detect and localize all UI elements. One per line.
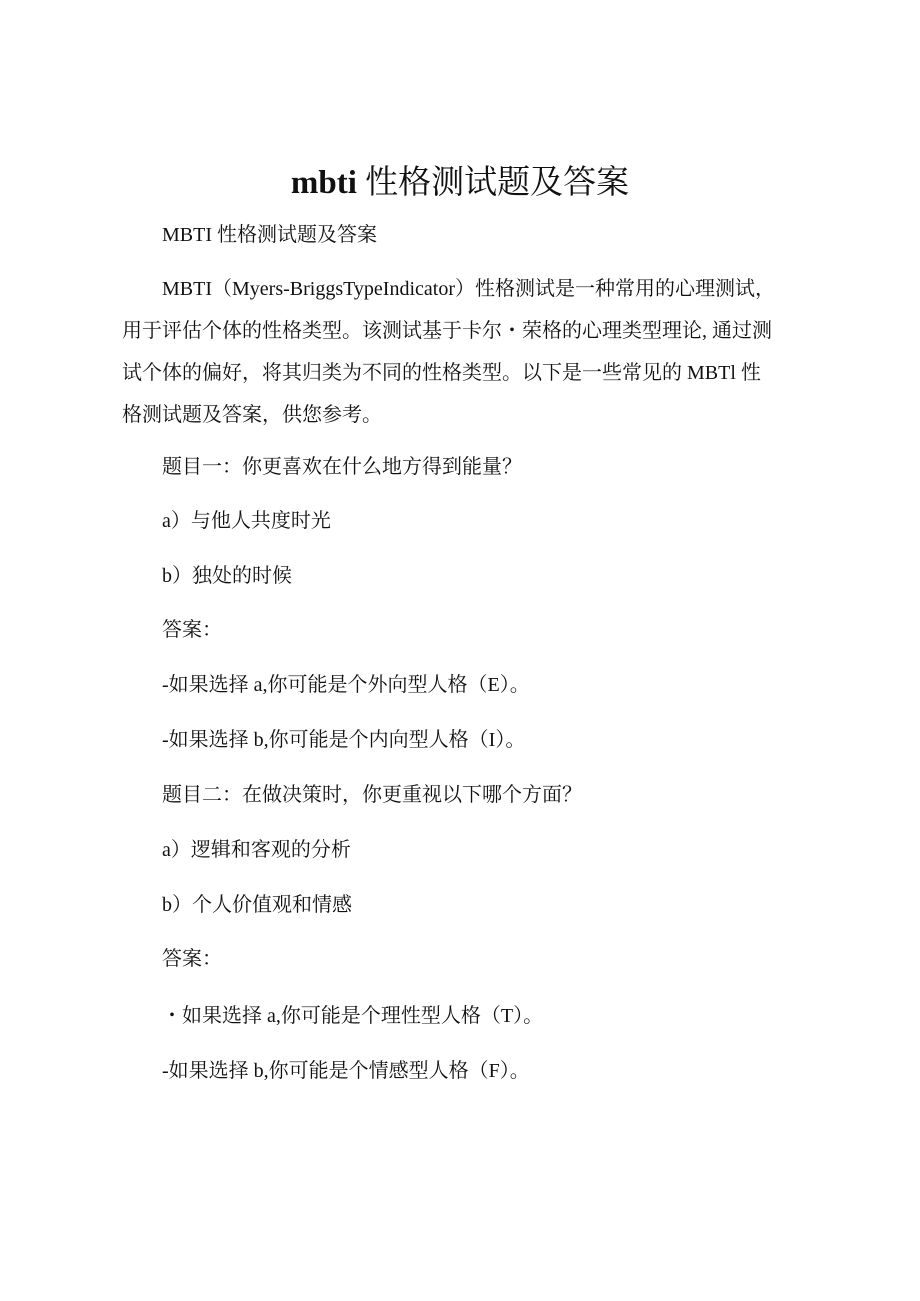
intro-line: 格测试题及答案，供您参考。 [122,404,382,426]
question-1: 题目一：你更喜欢在什么地方得到能量？ [162,456,522,478]
question-2-answer-a: ・如果选择 a,你可能是个理性型人格（T）。 [162,1005,544,1027]
question-2-option-b: b）个人价值观和情感 [162,894,352,916]
question-2: 题目二：在做决策时，你更重视以下哪个方面？ [162,784,582,806]
title-cjk: 性格测试题及答案 [365,165,630,201]
intro-line: 用于评估个体的性格类型。该测试基于卡尔・荣格的心理类型理论, 通过测 [122,320,772,342]
question-1-answer-b: -如果选择 b,你可能是个内向型人格（I）。 [162,729,526,751]
question-1-answer-a: -如果选择 a,你可能是个外向型人格（E）。 [162,674,530,696]
question-2-answer-b: -如果选择 b,你可能是个情感型人格（F）。 [162,1060,530,1082]
question-2-option-a: a）逻辑和客观的分析 [162,839,351,861]
intro-line: MBTI（Myers-BriggsTypeIndicator）性格测试是一种常用的心理测试， [162,278,775,300]
subtitle: MBTI 性格测试题及答案 [162,224,377,246]
question-1-option-b: b）独处的时候 [162,565,292,587]
question-1-option-a: a）与他人共度时光 [162,510,331,532]
document-title [0,156,920,203]
title-latin: mbti [290,165,357,201]
intro-line: 试个体的偏好，将其归类为不同的性格类型。以下是一些常见的 MBTl 性 [122,362,761,384]
question-1-answer-label: 答案： [162,619,222,641]
question-2-answer-label: 答案： [162,948,222,970]
